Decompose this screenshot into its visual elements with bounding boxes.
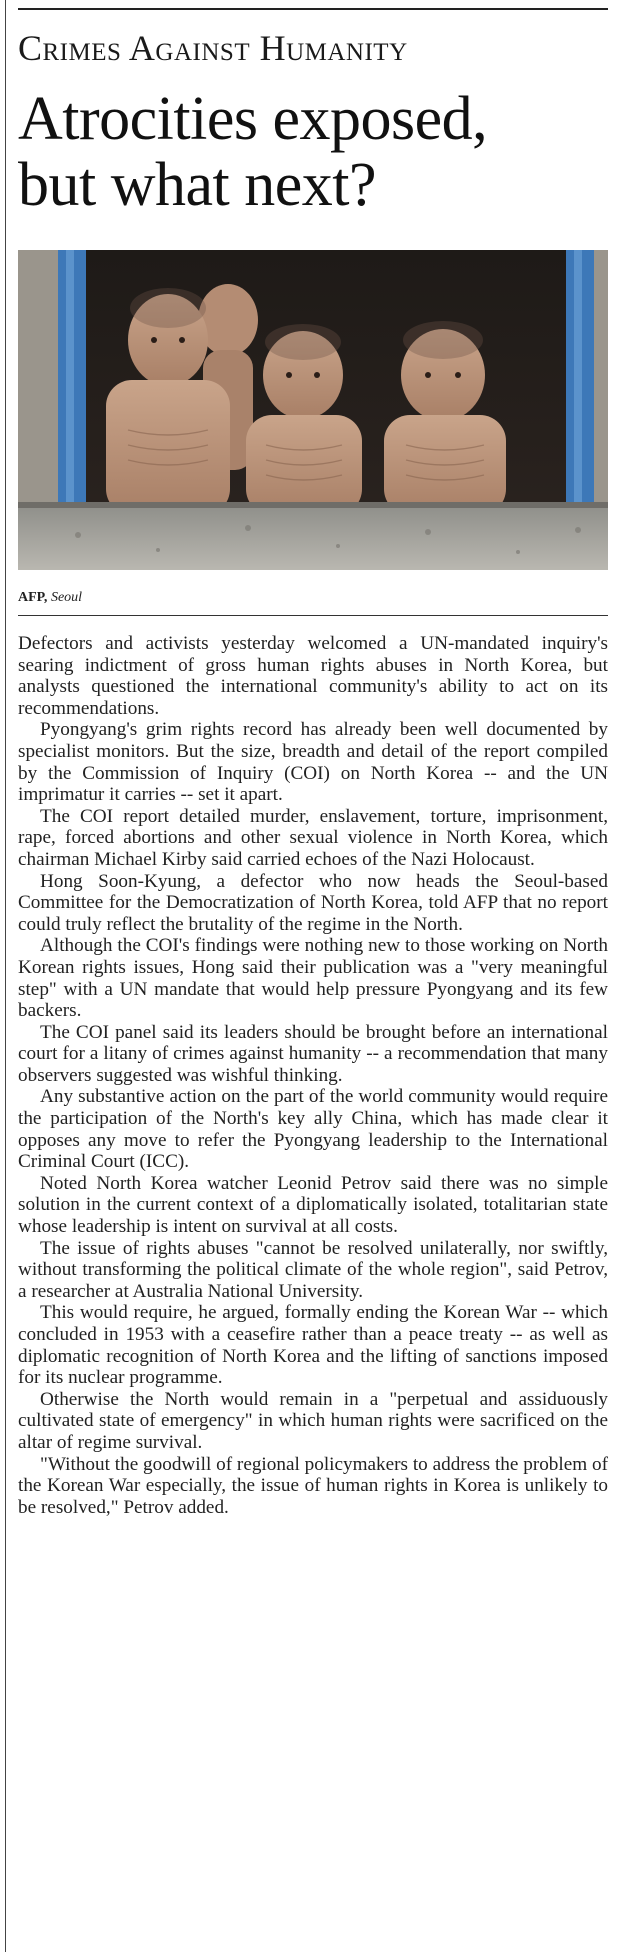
paragraph: The issue of rights abuses "cannot be resolved unilaterally, nor swiftly, without transforming the political climate of the whole region", said Petrov, a researcher at Australia National University.: [18, 1237, 608, 1302]
paragraph: This would require, he argued, formally ending the Korean War -- which concluded in 1953 with a ceasefire rather than a peace treaty -- as well as diplomatic recognition of North Korea and the lifting of sanctions imposed for its nuclear programme.: [18, 1302, 608, 1389]
paragraph: "Without the goodwill of regional policymakers to address the problem of the Korean War especially, the issue of human rights in Korea is unlikely to be resolved," Petrov added.: [18, 1453, 608, 1518]
paragraph: Hong Soon-Kyung, a defector who now heads the Seoul-based Committee for the Democratization of North Korea, told AFP that no report could truly reflect the brutality of the regime in the North.: [18, 870, 608, 935]
byline-place: Seoul: [50, 590, 83, 605]
headline: [18, 86, 618, 218]
news-photo: [18, 250, 608, 570]
paragraph: Noted North Korea watcher Leonid Petrov said there was no simple solution in the current context of a diplomatically isolated, totalitarian state whose leadership is intent on survival at all costs.: [18, 1172, 608, 1238]
article-body: [18, 633, 608, 1518]
byline: [18, 590, 82, 606]
paragraph: The COI panel said its leaders should be brought before an international court for a litany of crimes against humanity -- a recommendation that many observers suggested was wishful thinking.: [18, 1021, 608, 1086]
paragraph: Any substantive action on the part of the world community would require the participation of the North's key ally China, which has made clear it opposes any move to refer the Pyongyang leadership to the International Criminal Court (ICC).: [18, 1086, 608, 1173]
headline-line-1: Atrocities exposed,: [18, 85, 488, 153]
paragraph: Otherwise the North would remain in a "perpetual and assiduously cultivated state of emergency" in which human rights were sacrificed on the altar of regime survival.: [18, 1388, 608, 1453]
byline-rule: [18, 615, 608, 616]
photo-children-at-window-icon: [18, 250, 608, 570]
paragraph: Defectors and activists yesterday welcomed a UN-mandated inquiry's searing indictment of gross human rights abuses in North Korea, but analysts questioned the international community's ability to act on its recommendations.: [18, 633, 608, 719]
top-rule: [18, 8, 608, 10]
paragraph: The COI report detailed murder, enslavement, torture, imprisonment, rape, forced abortions and other sexual violence in North Korea, which chairman Michael Kirby said carried echoes of the Nazi Holocaust.: [18, 805, 608, 870]
paragraph: Pyongyang's grim rights record has already been well documented by specialist monitors. But the size, breadth and detail of the report compiled by the Commission of Inquiry (COI) on North Korea -- and the UN imprimatur it carries -- set it apart.: [18, 719, 608, 806]
section-kicker: Crimes Against Humanity: [18, 28, 408, 68]
paragraph: Although the COI's findings were nothing new to those working on North Korean rights issues, Hong said their publication was a "very meaningful step" with a UN mandate that would help pressure Pyongyang and its few backers.: [18, 935, 608, 1022]
headline-line-2: but what next?: [18, 151, 377, 219]
byline-agency: AFP,: [18, 590, 48, 605]
left-column-rule: [5, 0, 6, 1952]
